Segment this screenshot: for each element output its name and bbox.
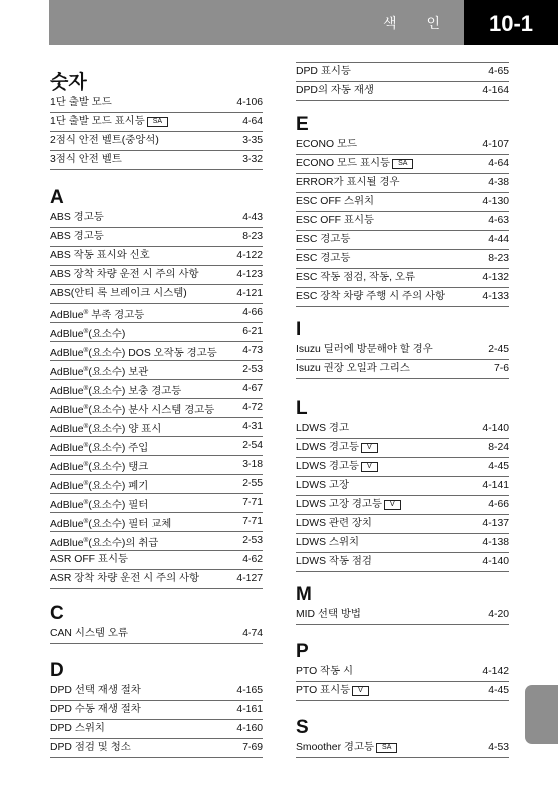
- entry-page: 4-72: [242, 402, 263, 413]
- index-entry[interactable]: [50, 720, 263, 739]
- entry-term-text: DPD 수동 재생 절차: [50, 704, 141, 715]
- index-entry[interactable]: [50, 94, 263, 113]
- registered-mark: ®: [83, 404, 89, 411]
- registered-mark: ®: [83, 328, 89, 335]
- entry-term: [296, 420, 349, 438]
- entry-term: [296, 63, 351, 81]
- entry-term-text: MID 선택 방법: [296, 609, 361, 620]
- index-entry[interactable]: [296, 341, 509, 360]
- index-entry[interactable]: [296, 174, 509, 193]
- entry-term: [50, 399, 214, 420]
- registered-mark: ®: [83, 537, 89, 544]
- entry-term: [296, 534, 359, 552]
- index-entry[interactable]: [50, 247, 263, 266]
- entry-term-text: AdBlue: [50, 348, 84, 359]
- entry-term-text: PTO 작동 시: [296, 666, 354, 677]
- entry-term-text: DPD의 자동 재생: [296, 85, 374, 96]
- entry-term: [50, 304, 144, 325]
- entry-term-text: DPD 점검 및 청소: [50, 742, 131, 753]
- entry-term-suffix: (요소수) 양 표시: [88, 424, 162, 435]
- index-entry[interactable]: [296, 250, 509, 269]
- index-entry[interactable]: [50, 437, 263, 456]
- index-entry[interactable]: [296, 496, 509, 515]
- section-heading: E: [296, 114, 309, 135]
- index-entry[interactable]: [296, 739, 509, 758]
- entry-term-text: DPD 선택 재생 절차: [50, 685, 141, 696]
- entry-term-text: AdBlue: [50, 405, 84, 416]
- entry-term-text: ABS 경고등: [50, 212, 104, 223]
- entry-page: 7-6: [493, 363, 509, 374]
- entry-term-text: AdBlue: [50, 310, 84, 321]
- entry-term-text: DPD 스위치: [50, 723, 105, 734]
- index-entry[interactable]: [50, 551, 263, 570]
- entry-term-suffix: (요소수) 필터: [88, 500, 149, 511]
- entry-term-text: Smoother 경고등: [296, 742, 375, 753]
- index-entry[interactable]: [50, 456, 263, 475]
- entry-term-suffix: (요소수) 필터 교체: [88, 519, 172, 530]
- entry-term-text: 3점식 안전 벨트: [50, 154, 122, 165]
- entry-term-text: AdBlue: [50, 500, 84, 511]
- registered-mark: ®: [83, 518, 89, 525]
- index-section: [50, 603, 263, 644]
- index-section: [296, 319, 509, 379]
- entry-term: [50, 418, 161, 439]
- entry-page: 4-20: [488, 609, 509, 620]
- spec-tag-v: V: [352, 686, 369, 696]
- index-entry[interactable]: [296, 682, 509, 701]
- index-entry[interactable]: [296, 477, 509, 496]
- entry-term: [50, 625, 128, 643]
- side-tab: [525, 685, 558, 744]
- section-heading: C: [50, 603, 64, 624]
- entry-term-text: LDWS 고장 경고등: [296, 499, 382, 510]
- entry-term-suffix: (요소수) DOS 오작동 경고등: [88, 348, 217, 359]
- entry-term: [296, 250, 350, 268]
- section-heading: M: [296, 584, 312, 605]
- entry-page: 4-123: [236, 269, 263, 280]
- entry-term: [50, 266, 199, 284]
- entry-page: 4-121: [236, 288, 263, 299]
- entry-term: [296, 739, 397, 757]
- entry-term: [296, 341, 433, 359]
- entry-page: 4-73: [242, 345, 263, 356]
- index-entry[interactable]: [296, 136, 509, 155]
- entry-term-text: ECONO 모드 표시등: [296, 158, 391, 169]
- entry-page: 4-161: [236, 704, 263, 715]
- section-heading: S: [296, 717, 309, 738]
- entry-term: [50, 228, 104, 246]
- entry-term: [50, 132, 159, 150]
- entry-term-text: 2점식 안전 벨트(중앙석): [50, 135, 159, 146]
- entry-term: [296, 682, 369, 700]
- index-entry[interactable]: [50, 570, 263, 589]
- entry-page: 4-31: [242, 421, 263, 432]
- spec-tag-sa: SA: [147, 117, 168, 127]
- entry-term-text: AdBlue: [50, 519, 84, 530]
- entry-term: [50, 682, 141, 700]
- entry-term-text: ASR 장착 차량 운전 시 주의 사항: [50, 573, 200, 584]
- index-entry[interactable]: [296, 288, 509, 307]
- entry-term-text: 1단 출발 모드: [50, 97, 112, 108]
- index-entry[interactable]: [50, 625, 263, 644]
- registered-mark: ®: [83, 366, 89, 373]
- index-entry[interactable]: [296, 82, 509, 101]
- index-entry[interactable]: [50, 361, 263, 380]
- entry-term-suffix: 부족 경고등: [88, 310, 145, 321]
- index-entry[interactable]: [296, 458, 509, 477]
- entry-page: 2-53: [242, 535, 263, 546]
- index-entry[interactable]: [50, 399, 263, 418]
- index-section: [296, 584, 509, 625]
- entry-term: [296, 496, 401, 514]
- index-entry[interactable]: [296, 553, 509, 572]
- index-entry[interactable]: [50, 304, 263, 323]
- entry-term-text: LDWS 관련 장치: [296, 518, 372, 529]
- entry-page: 4-141: [482, 480, 509, 491]
- index-section: [296, 62, 509, 101]
- spec-tag-sa: SA: [392, 159, 413, 169]
- entry-term-text: ESC OFF 스위치: [296, 196, 375, 207]
- entry-page: 4-133: [482, 291, 509, 302]
- entry-page: 4-44: [488, 234, 509, 245]
- entry-term-suffix: (요소수) 보충 경고등: [88, 386, 182, 397]
- entry-term-text: ASR OFF 표시등: [50, 554, 129, 565]
- index-section: [296, 717, 509, 758]
- entry-page: 4-142: [482, 666, 509, 677]
- index-entry[interactable]: [296, 663, 509, 682]
- entry-term: [296, 288, 445, 306]
- entry-page: 7-71: [242, 516, 263, 527]
- entry-term: [296, 231, 350, 249]
- entry-term-text: ABS(안티 록 브레이크 시스템): [50, 288, 187, 299]
- entry-term-suffix: (요소수) 보관: [88, 367, 149, 378]
- section-heading: 숫자: [50, 72, 87, 93]
- index-entry[interactable]: [296, 360, 509, 379]
- section-heading: I: [296, 319, 302, 340]
- entry-term: [296, 515, 372, 533]
- entry-page: 4-122: [236, 250, 263, 261]
- index-entry[interactable]: [50, 266, 263, 285]
- section-heading: A: [50, 187, 64, 208]
- entry-term: [296, 477, 349, 495]
- index-entry[interactable]: [50, 418, 263, 437]
- index-entry[interactable]: [50, 513, 263, 532]
- index-entry[interactable]: [50, 682, 263, 701]
- entry-term: [50, 551, 128, 569]
- index-entry[interactable]: [296, 193, 509, 212]
- index-entry[interactable]: [296, 231, 509, 250]
- entry-term: [50, 209, 104, 227]
- entry-term-text: Isuzu 권장 오일과 그리스: [296, 363, 410, 374]
- entry-term-text: PTO 표시등: [296, 685, 351, 696]
- registered-mark: ®: [83, 385, 89, 392]
- entry-page: 8-23: [242, 231, 263, 242]
- section-heading: P: [296, 641, 309, 662]
- entry-term-text: AdBlue: [50, 386, 84, 397]
- entry-page: 4-64: [488, 158, 509, 169]
- registered-mark: ®: [83, 461, 89, 468]
- entry-term-text: LDWS 작동 점검: [296, 556, 372, 567]
- entry-term-text: AdBlue: [50, 538, 84, 549]
- entry-page: 4-138: [482, 537, 509, 548]
- index-entry[interactable]: [50, 132, 263, 151]
- entry-page: 4-45: [488, 685, 509, 696]
- entry-page: 4-62: [242, 554, 263, 565]
- index-entry[interactable]: [296, 420, 509, 439]
- entry-term-text: ABS 장착 차량 운전 시 주의 사항: [50, 269, 199, 280]
- spec-tag-v: V: [361, 462, 378, 472]
- section-heading: D: [50, 660, 64, 681]
- entry-page: 3-18: [242, 459, 263, 470]
- index-section: [296, 398, 509, 572]
- index-entry[interactable]: [50, 285, 263, 304]
- entry-page: 4-43: [242, 212, 263, 223]
- entry-term: [296, 439, 378, 457]
- entry-page: 4-66: [242, 307, 263, 318]
- entry-term-text: AdBlue: [50, 443, 84, 454]
- entry-term-suffix: (요소수) 폐기: [88, 481, 149, 492]
- index-entry[interactable]: [50, 701, 263, 720]
- entry-page: 4-132: [482, 272, 509, 283]
- entry-term: [50, 720, 105, 738]
- entry-term: [50, 361, 148, 382]
- index-entry[interactable]: [296, 606, 509, 625]
- entry-term: [50, 494, 148, 515]
- entry-term: [50, 94, 112, 112]
- index-section: [296, 114, 509, 307]
- spec-tag-v: V: [384, 500, 401, 510]
- entry-term-text: LDWS 경고등: [296, 461, 360, 472]
- entry-term-text: ECONO 모드: [296, 139, 358, 150]
- index-entry[interactable]: [50, 228, 263, 247]
- entry-page: 4-66: [488, 499, 509, 510]
- index-section: [50, 660, 263, 758]
- entry-page: 6-21: [242, 326, 263, 337]
- entry-term-text: ESC 경고등: [296, 253, 351, 264]
- registered-mark: ®: [83, 442, 89, 449]
- entry-page: 8-23: [488, 253, 509, 264]
- entry-term: [50, 532, 158, 553]
- entry-page: 4-63: [488, 215, 509, 226]
- entry-page: 2-53: [242, 364, 263, 375]
- entry-page: 4-53: [488, 742, 509, 753]
- entry-page: 2-54: [242, 440, 263, 451]
- index-entry[interactable]: [50, 494, 263, 513]
- entry-term-text: AdBlue: [50, 481, 84, 492]
- entry-term: [296, 82, 374, 100]
- entry-page: 2-45: [488, 344, 509, 355]
- entry-term-suffix: (요소수)의 취급: [88, 538, 159, 549]
- entry-term: [296, 136, 357, 154]
- entry-term-text: LDWS 경고: [296, 423, 349, 434]
- entry-term: [50, 380, 181, 401]
- entry-term-text: ESC 장착 차량 주행 시 주의 사항: [296, 291, 446, 302]
- entry-page: 7-71: [242, 497, 263, 508]
- index-entry[interactable]: [296, 439, 509, 458]
- spec-tag-sa: SA: [376, 743, 397, 753]
- entry-term: [50, 475, 148, 496]
- entry-term-text: AdBlue: [50, 367, 84, 378]
- entry-page: 3-32: [242, 154, 263, 165]
- entry-term-text: ESC 경고등: [296, 234, 351, 245]
- index-entry[interactable]: [50, 739, 263, 758]
- entry-page: 4-140: [482, 556, 509, 567]
- entry-page: 4-45: [488, 461, 509, 472]
- section-heading: L: [296, 398, 308, 419]
- index-entry[interactable]: [50, 380, 263, 399]
- entry-term: [50, 739, 131, 757]
- entry-term-text: AdBlue: [50, 329, 84, 340]
- registered-mark: ®: [83, 423, 89, 430]
- entry-term-text: DPD 표시등: [296, 66, 351, 77]
- entry-term: [50, 285, 187, 303]
- entry-term-text: AdBlue: [50, 424, 84, 435]
- entry-term: [296, 193, 374, 211]
- entry-term: [296, 269, 415, 287]
- index-entry[interactable]: [50, 475, 263, 494]
- index-entry[interactable]: [296, 155, 509, 174]
- entry-page: 4-127: [236, 573, 263, 584]
- entry-term: [296, 553, 372, 571]
- index-entry[interactable]: [296, 269, 509, 288]
- index-entry[interactable]: [50, 209, 263, 228]
- entry-term-suffix: (요소수) 탱크: [88, 462, 149, 473]
- index-entry[interactable]: [296, 515, 509, 534]
- entry-term-text: LDWS 경고등: [296, 442, 360, 453]
- entry-term-text: LDWS 스위치: [296, 537, 360, 548]
- entry-term: [50, 151, 122, 169]
- entry-term: [50, 247, 150, 265]
- entry-page: 7-69: [242, 742, 263, 753]
- entry-term-suffix: (요소수) 분사 시스템 경고등: [88, 405, 215, 416]
- entry-term-text: ABS 경고등: [50, 231, 104, 242]
- index-entry[interactable]: [50, 532, 263, 551]
- entry-page: 4-160: [236, 723, 263, 734]
- entry-page: 3-35: [242, 135, 263, 146]
- entry-term-text: ERROR가 표시될 경우: [296, 177, 400, 188]
- entry-term: [50, 513, 171, 534]
- entry-term: [296, 606, 361, 624]
- entry-term: [50, 456, 148, 477]
- entry-page: 4-65: [488, 66, 509, 77]
- chapter-number: 10-1: [464, 0, 558, 45]
- entry-term: [296, 155, 413, 173]
- registered-mark: ®: [83, 347, 89, 354]
- header-title: 색 인: [383, 15, 453, 31]
- entry-page: 4-140: [482, 423, 509, 434]
- index-section: [50, 187, 263, 589]
- entry-term-text: ESC 작동 점검, 작동, 오류: [296, 272, 415, 283]
- index-entry[interactable]: [296, 212, 509, 231]
- entry-term: [296, 360, 410, 378]
- entry-term: [50, 113, 168, 131]
- index-entry[interactable]: [296, 62, 509, 82]
- entry-term: [50, 570, 199, 588]
- entry-page: 8-24: [488, 442, 509, 453]
- index-section: [296, 641, 509, 701]
- entry-term-text: ESC OFF 표시등: [296, 215, 375, 226]
- entry-term: [50, 701, 141, 719]
- entry-term-text: CAN 시스템 오류: [50, 628, 128, 639]
- entry-page: 4-64: [242, 116, 263, 127]
- entry-page: 4-165: [236, 685, 263, 696]
- index-entry[interactable]: [50, 113, 263, 132]
- registered-mark: ®: [83, 499, 89, 506]
- index-entry[interactable]: [50, 151, 263, 170]
- index-entry[interactable]: [296, 534, 509, 553]
- page-header: [49, 0, 558, 45]
- index-entry[interactable]: [50, 342, 263, 361]
- entry-page: 4-74: [242, 628, 263, 639]
- entry-page: 4-67: [242, 383, 263, 394]
- entry-term-text: LDWS 고장: [296, 480, 349, 491]
- entry-term: [50, 437, 148, 458]
- entry-term-text: Isuzu 딜러에 방문해야 할 경우: [296, 344, 433, 355]
- entry-term-text: ABS 작동 표시와 신호: [50, 250, 150, 261]
- entry-page: 4-107: [482, 139, 509, 150]
- entry-page: 2-55: [242, 478, 263, 489]
- index-entry[interactable]: [50, 323, 263, 342]
- entry-term-suffix: (요소수): [88, 329, 126, 340]
- entry-page: 4-164: [482, 85, 509, 96]
- entry-term: [296, 663, 353, 681]
- entry-term: [50, 342, 217, 363]
- entry-term-suffix: (요소수) 주입: [88, 443, 149, 454]
- entry-term-text: AdBlue: [50, 462, 84, 473]
- entry-page: 4-130: [482, 196, 509, 207]
- entry-page: 4-137: [482, 518, 509, 529]
- entry-term: [296, 212, 374, 230]
- entry-term: [50, 323, 125, 344]
- entry-page: 4-38: [488, 177, 509, 188]
- index-section: [50, 72, 263, 170]
- registered-mark: ®: [83, 480, 89, 487]
- entry-term: [296, 458, 378, 476]
- entry-term-text: 1단 출발 모드 표시등: [50, 116, 145, 127]
- entry-page: 4-106: [236, 97, 263, 108]
- registered-mark: ®: [83, 309, 89, 316]
- entry-term: [296, 174, 400, 192]
- spec-tag-v: V: [361, 443, 378, 453]
